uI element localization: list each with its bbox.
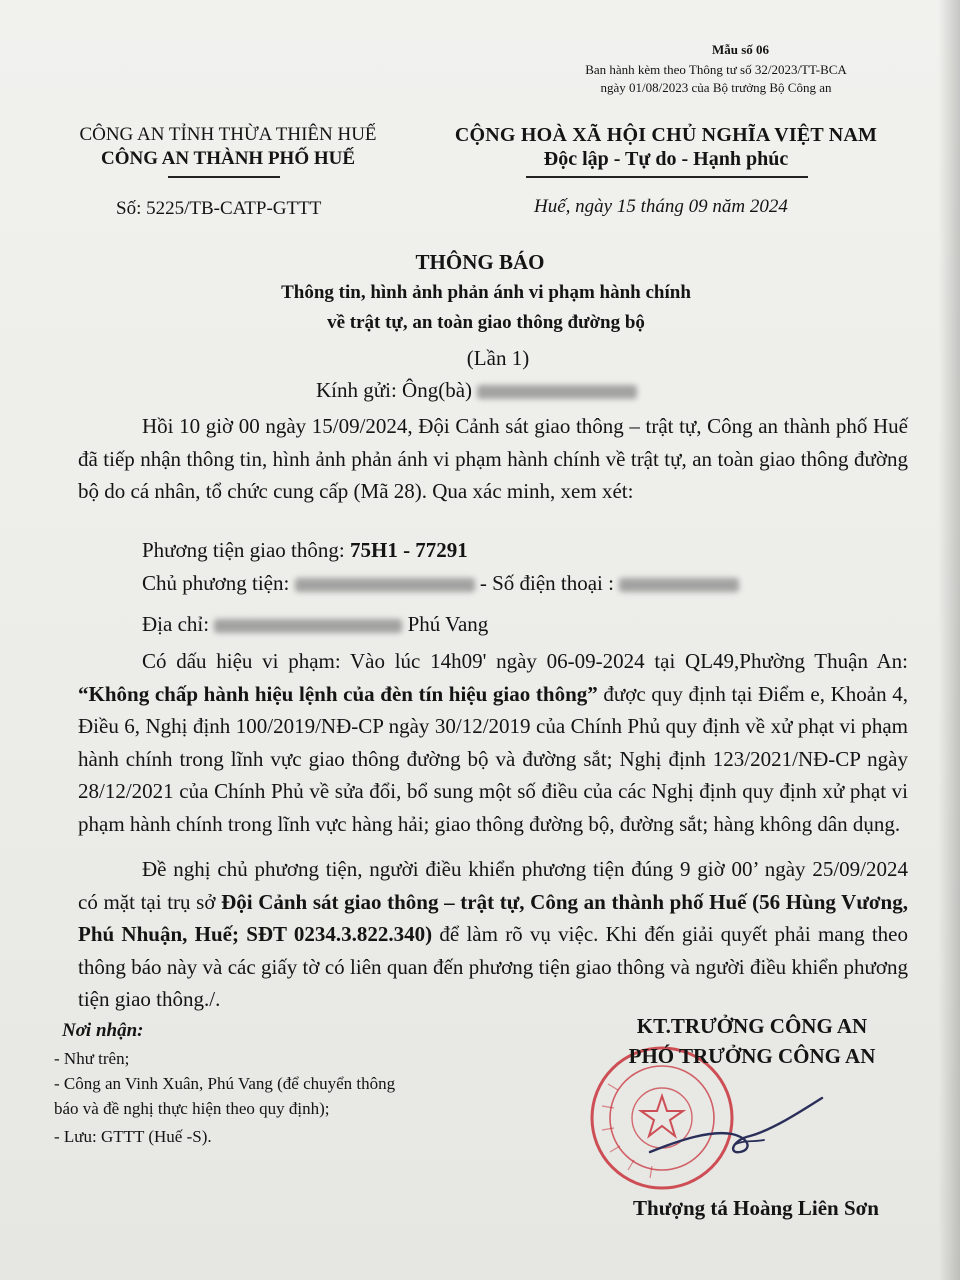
redacted-owner-name xyxy=(295,578,475,592)
phone-label: - Số điện thoại : xyxy=(474,571,620,595)
paragraph-request xyxy=(78,853,908,1016)
recipient-line-3: báo và đề nghị thực hiện theo quy định); xyxy=(54,1099,330,1118)
paragraph-receipt: Hồi 10 giờ 00 ngày 15/09/2024, Đội Cảnh sát giao thông – trật tự, Công an thành phố Huế đã tiếp nhận thông tin, hình ảnh phản ánh vi phạm hành chính về trật tự, an toàn giao thông đường bộ do cá nhân, tổ chức cung cấp (Mã 28). Qua xác minh, xem xét: xyxy=(78,414,908,503)
address-district: Phú Vang xyxy=(402,612,489,636)
request-intro: Đề nghị chủ phương tiện, người điều khiển phương tiện đúng 9 giờ 00’ ngày 25/09/2024 có mặt tại trụ sở xyxy=(78,857,908,914)
paragraph-violation xyxy=(78,645,908,840)
agency-name: CÔNG AN THÀNH PHỐ HUẾ xyxy=(100,148,356,169)
document-subtitle-1: Thông tin, hình ảnh phản ánh vi phạm hành chính xyxy=(281,282,691,303)
agency-underline xyxy=(168,176,280,178)
violation-intro: Có dấu hiệu vi phạm: Vào lúc 14h09' ngày 06-09-2024 tại QL49,Phường Thuận An: xyxy=(142,649,908,673)
address-label: Địa chỉ: xyxy=(142,612,215,636)
document-subtitle-2: về trật tự, an toàn giao thông đường bộ xyxy=(327,312,645,333)
owner-label: Chủ phương tiện: xyxy=(142,571,295,595)
page-edge-shadow xyxy=(938,0,960,1280)
form-number: Mẫu số 06 xyxy=(712,42,770,57)
vehicle-label: Phương tiện giao thông: xyxy=(142,538,350,562)
vehicle-plate: 75H1 - 77291 xyxy=(349,538,468,562)
address-line xyxy=(142,608,488,641)
recipients-heading: Nơi nhận: xyxy=(62,1020,144,1041)
owner-line xyxy=(142,567,739,600)
signing-authority-2: PHÓ TRƯỞNG CÔNG AN xyxy=(628,1044,876,1068)
form-issued-line-1: Ban hành kèm theo Thông tư số 32/2023/TT-BCA xyxy=(585,62,847,77)
form-issued-line-2: ngày 01/08/2023 của Bộ trưởng Bộ Công an xyxy=(600,80,832,95)
request-office: Đội Cảnh sát giao thông – trật tự, Công an thành phố Huế (56 Hùng Vương, Phú Nhuận, Huế; SĐT 0234.3.822.340) xyxy=(78,889,908,946)
request-instructions: để làm rõ vụ việc. Khi đến giải quyết phải mang theo thông báo này và các giấy tờ có liên quan đến phương tiện giao thông và người điều khiển phương tiện giao thông./. xyxy=(78,922,909,1011)
agency-parent: CÔNG AN TỈNH THỪA THIÊN HUẾ xyxy=(79,124,377,145)
place-date: Huế, ngày 15 tháng 09 năm 2024 xyxy=(534,196,788,217)
document-title: THÔNG BÁO xyxy=(415,250,545,274)
signer-name: Thượng tá Hoàng Liên Sơn xyxy=(633,1196,879,1220)
redacted-phone-number xyxy=(619,578,739,592)
addressee-line xyxy=(316,374,637,407)
vehicle-line xyxy=(142,534,468,567)
republic-heading: CỘNG HOÀ XÃ HỘI CHỦ NGHĨA VIỆT NAM xyxy=(454,124,878,146)
signing-authority-1: KT.TRƯỞNG CÔNG AN xyxy=(636,1014,868,1038)
violation-description: “Không chấp hành hiệu lệnh của đèn tín hiệu giao thông” xyxy=(78,681,598,706)
recipient-line-2: - Công an Vinh Xuân, Phú Vang (để chuyển thông xyxy=(54,1074,396,1093)
motto-underline xyxy=(526,176,808,178)
violation-legal-basis: được quy định tại Điểm e, Khoản 4, Điều 6, Nghị định 100/2019/NĐ-CP ngày 30/12/2019 của Chính Phủ quy định về xử phạt vi phạm hành chính trong lĩnh vực giao thông đường bộ và đường sắt; Nghị định 123/2021/NĐ-CP ngày 28/12/2021 của Chính Phủ về sửa đổi, bổ sung một số điều của các Nghị định quy định xử phạt vi phạm hành chính trong lĩnh vực hàng hải; giao thông đường bộ, đường sắt; hàng không dân dụng. xyxy=(78,681,908,836)
redacted-address xyxy=(214,619,402,633)
document-number: Số: 5225/TB-CATP-GTTT xyxy=(116,198,322,219)
recipient-line-4: - Lưu: GTTT (Huế -S). xyxy=(54,1127,212,1146)
national-motto: Độc lập - Tự do - Hạnh phúc xyxy=(543,148,789,170)
handwritten-signature xyxy=(640,1090,830,1170)
addressee-label: Kính gửi: Ông(bà) xyxy=(316,378,473,402)
redacted-addressee-name xyxy=(477,385,637,399)
recipient-line-1: - Như trên; xyxy=(54,1049,130,1068)
notice-round: (Lần 1) xyxy=(466,346,530,370)
